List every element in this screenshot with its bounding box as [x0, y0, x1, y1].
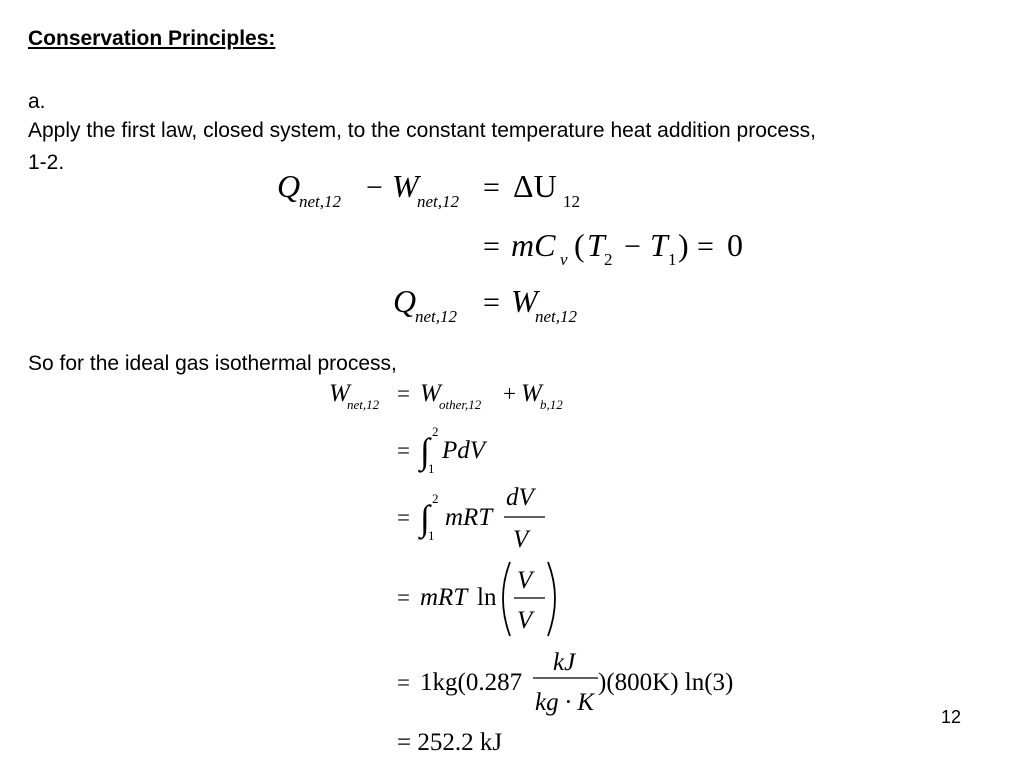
- t2-symbol: T: [587, 227, 605, 263]
- t1-subscript: 1: [668, 250, 677, 269]
- q-subscript: net,12: [415, 307, 458, 326]
- integral-lower: 1: [428, 528, 435, 543]
- ln-term: ln: [477, 584, 497, 611]
- cv-subscript: v: [560, 250, 568, 269]
- minus-sign: −: [366, 171, 383, 204]
- q-symbol: Q: [393, 283, 417, 319]
- w-symbol: W: [392, 168, 419, 204]
- equals-sign: =: [483, 171, 500, 204]
- integral-upper: 2: [432, 424, 439, 439]
- t2-subscript: 2: [604, 250, 613, 269]
- w-b-subscript: b,12: [540, 397, 563, 412]
- eq-first-law-line3: [393, 283, 578, 326]
- q-symbol: Q: [277, 168, 301, 204]
- eq-work-line2: [397, 424, 488, 476]
- zero-value: 0: [727, 227, 743, 263]
- w-subscript: net,12: [417, 192, 460, 211]
- w-other-subscript: other,12: [439, 397, 482, 412]
- equals-sign: =: [483, 286, 500, 319]
- w-other-symbol: W: [420, 380, 441, 407]
- v-denominator: V: [513, 526, 529, 553]
- w-subscript: net,12: [347, 397, 380, 412]
- part-label: a.: [28, 90, 46, 113]
- v2-symbol: V: [517, 567, 533, 594]
- equals-sign: =: [397, 381, 410, 406]
- mrt-term: mRT: [445, 504, 493, 531]
- close-big-paren: [548, 562, 555, 636]
- w-symbol: W: [511, 283, 538, 319]
- eq-work-line5: [397, 649, 733, 716]
- open-big-paren: [503, 562, 510, 636]
- plus-sign: +: [503, 381, 516, 406]
- t1-symbol: T: [650, 227, 668, 263]
- eq-work-line3: [397, 484, 545, 553]
- integral-sign: ∫: [420, 498, 430, 538]
- minus-sign: −: [624, 230, 641, 263]
- delta-u-subscript: 12: [563, 192, 580, 211]
- pdv-term: PdV: [442, 437, 486, 464]
- mass-term: 1kg(0.287: [420, 669, 523, 696]
- eq-first-law-line2: [483, 227, 743, 269]
- equals-sign: =: [397, 585, 410, 610]
- delta-u: ΔU: [513, 168, 557, 204]
- page-number: 12: [941, 707, 962, 727]
- intro-line-2: 1-2.: [28, 151, 65, 174]
- result-value: = 252.2 kJ: [397, 729, 503, 756]
- integral-upper: 2: [432, 491, 439, 506]
- equals-sign: =: [697, 230, 714, 263]
- equals-sign: =: [483, 230, 500, 263]
- eq-work-line1: [329, 380, 563, 412]
- eq-work-line4: [397, 562, 555, 636]
- w-symbol: W: [329, 380, 350, 407]
- temperature-term: )(800K) ln(3): [598, 669, 734, 696]
- eq-work-result: [397, 729, 502, 756]
- transition-text: So for the ideal gas isothermal process,: [28, 352, 397, 375]
- kj-numerator: kJ: [553, 649, 576, 676]
- v1-symbol: V: [517, 607, 533, 634]
- equals-sign: =: [397, 505, 410, 530]
- heading: Conservation Principles:: [28, 27, 276, 50]
- q-subscript: net,12: [299, 192, 342, 211]
- equals-sign: =: [397, 670, 410, 695]
- integral-lower: 1: [428, 461, 435, 476]
- eq-first-law-line1: [277, 168, 580, 211]
- open-paren: (: [574, 227, 585, 263]
- dv-numerator: dV: [506, 484, 534, 511]
- m-cv: mC: [511, 227, 556, 263]
- close-paren: ): [678, 227, 689, 263]
- intro-line-1: Apply the first law, closed system, to the constant temperature heat addition process,: [28, 119, 816, 142]
- w-b-symbol: W: [521, 380, 542, 407]
- kg-k-denominator: kg · K: [535, 689, 595, 716]
- integral-sign: ∫: [420, 431, 430, 471]
- equals-sign: =: [397, 438, 410, 463]
- w-subscript: net,12: [535, 307, 578, 326]
- mrt-term: mRT: [420, 584, 468, 611]
